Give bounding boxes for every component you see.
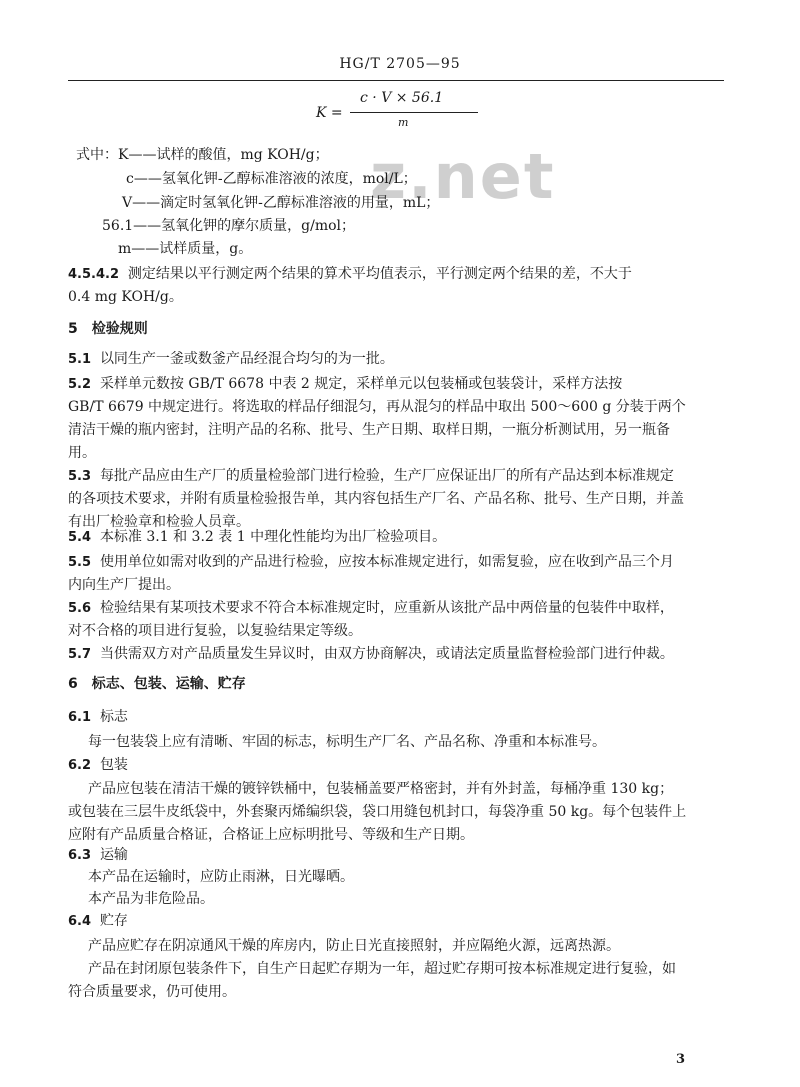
formula-denominator: m: [398, 116, 409, 129]
clause-line: 0.4 mg KOH/g。: [68, 289, 183, 305]
section-6-heading: 6 标志、包装、运输、贮存: [68, 676, 246, 692]
clause-line: 或包装在三层牛皮纸袋中，外套聚丙烯编织袋，袋口用缝包机封口，每袋净重 50 kg。每个包装件上: [68, 804, 687, 820]
clause-line: 对不合格的项目进行复验，以复验结果定等级。: [68, 623, 362, 639]
clause-4-5-4-2: 4.5.4.2 测定结果以平行测定两个结果的算术平均值表示，平行测定两个结果的差，不大于: [68, 266, 632, 282]
where-line: 56.1——氢氧化钾的摩尔质量，g/mol；: [102, 218, 356, 234]
clause-6-4-title: 6.4 贮存: [68, 913, 128, 929]
page-number: 3: [676, 1052, 686, 1067]
clause-5-2: 5.2 采样单元数按 GB/T 6678 中表 2 规定，采样单元以包装桶或包装袋计，采样方法按: [68, 376, 623, 392]
where-line: V——滴定时氢氧化钾-乙醇标准溶液的用量，mL；: [122, 195, 440, 211]
clause-line: 有出厂检验章和检验人员章。: [68, 514, 250, 530]
clause-line: 本产品在运输时，应防止雨淋，日光曝晒。: [88, 869, 354, 885]
clause-5-7: 5.7 当供需双方对产品质量发生异议时，由双方协商解决，或请法定质量监督检验部门进行仲裁。: [68, 646, 674, 662]
formula-numerator: c · V × 56.1: [360, 90, 444, 106]
clause-5-1: 5.1 以同生产一釜或数釜产品经混合均匀的为一批。: [68, 351, 394, 367]
watermark: z.net: [370, 140, 556, 213]
clause-6-2-title: 6.2 包装: [68, 757, 128, 773]
section-5-heading: 5 检验规则: [68, 321, 148, 337]
where-line: c——氢氧化钾-乙醇标准溶液的浓度，mol/L；: [126, 171, 417, 187]
clause-line: 用。: [68, 445, 96, 461]
clause-line: 每一包装袋上应有清晰、牢固的标志，标明生产厂名、产品名称、净重和本标准号。: [88, 734, 606, 750]
where-line: 式中：K——试样的酸值，mg KOH/g；: [76, 147, 329, 163]
clause-line: 本产品为非危险品。: [88, 891, 214, 907]
clause-line: 产品应包装在清洁干燥的镀锌铁桶中，包装桶盖要严格密封，并有外封盖，每桶净重 130 kg；: [88, 781, 674, 797]
clause-line: 的各项技术要求，并附有质量检验报告单，其内容包括生产厂名、产品名称、批号、生产日期，并盖: [68, 491, 684, 507]
clause-6-1-title: 6.1 标志: [68, 709, 128, 725]
standard-header: HG/T 2705—95: [339, 56, 461, 72]
formula-lhs: K =: [316, 105, 343, 121]
clause-line: 内向生产厂提出。: [68, 577, 180, 593]
clause-line: 产品应贮存在阴凉通风干燥的库房内，防止日光直接照射，并应隔绝火源，远离热源。: [88, 938, 620, 954]
clause-5-6: 5.6 检验结果有某项技术要求不符合本标准规定时，应重新从该批产品中两倍量的包装件中取样，: [68, 600, 674, 616]
clause-line: 符合质量要求，仍可使用。: [68, 984, 236, 1000]
clause-6-3-title: 6.3 运输: [68, 847, 128, 863]
clause-5-5: 5.5 使用单位如需对收到的产品进行检验，应按本标准规定进行，如需复验，应在收到产品三个月: [68, 554, 674, 570]
clause-line: 应附有产品质量合格证，合格证上应标明批号、等级和生产日期。: [68, 827, 474, 843]
clause-line: 产品在封闭原包装条件下，自生产日起贮存期为一年，超过贮存期可按本标准规定进行复验，如: [88, 961, 676, 977]
clause-5-3: 5.3 每批产品应由生产厂的质量检验部门进行检验，生产厂应保证出厂的所有产品达到本标准规定: [68, 468, 674, 484]
header-rule: [68, 80, 724, 81]
clause-line: GB/T 6679 中规定进行。将选取的样品仔细混匀，再从混匀的样品中取出 500～600 g 分装于两个: [68, 399, 686, 415]
clause-5-4: 5.4 本标准 3.1 和 3.2 表 1 中理化性能均为出厂检验项目。: [68, 529, 447, 545]
fraction-bar: [350, 112, 478, 113]
clause-line: 清洁干燥的瓶内密封，注明产品的名称、批号、生产日期、取样日期，一瓶分析测试用，另一瓶备: [68, 422, 670, 438]
where-line: m——试样质量，g。: [118, 241, 253, 257]
